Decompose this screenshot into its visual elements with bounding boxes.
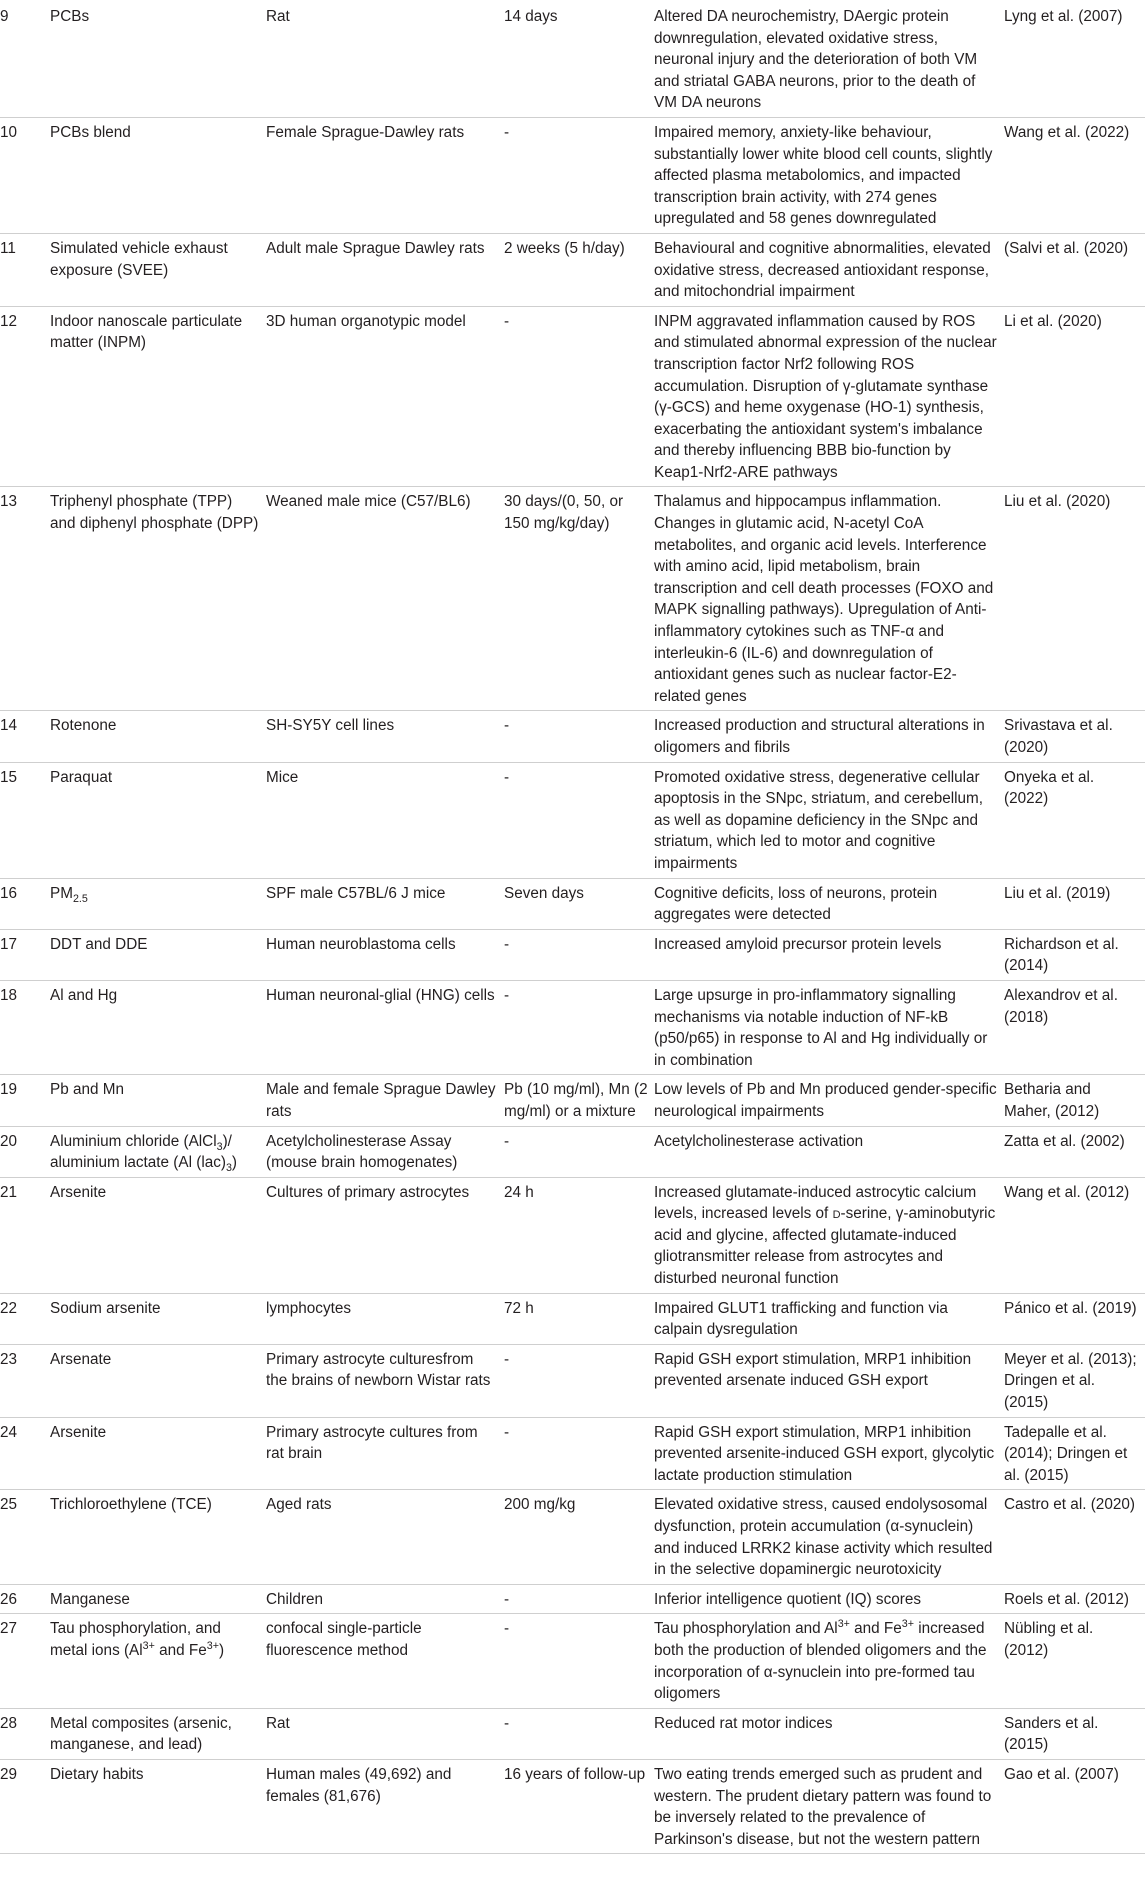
model-cell: SH-SY5Y cell lines xyxy=(266,711,504,762)
reference-cell: Zatta et al. (2002) xyxy=(1004,1126,1145,1177)
effect-cell: Reduced rat motor indices xyxy=(654,1708,1004,1759)
row-number: 23 xyxy=(0,1344,50,1417)
effect-cell: Rapid GSH export stimulation, MRP1 inhibition prevented arsenite-induced GSH export, glycolytic lactate production stimulation xyxy=(654,1417,1004,1490)
model-cell: confocal single-particle fluorescence method xyxy=(266,1614,504,1708)
compound-text: ) xyxy=(218,1641,225,1659)
model-cell: Human neuronal-glial (HNG) cells xyxy=(266,980,504,1074)
model-cell: Mice xyxy=(266,762,504,878)
reference-cell: Sanders et al. (2015) xyxy=(1004,1708,1145,1759)
effect-cell: Acetylcholinesterase activation xyxy=(654,1126,1004,1177)
table-row xyxy=(0,762,1145,878)
model-cell: Rat xyxy=(266,1708,504,1759)
row-number: 14 xyxy=(0,711,50,762)
dose-cell: - xyxy=(504,1584,654,1614)
compound-cell: Arsenite xyxy=(50,1177,266,1293)
effect-cell: Promoted oxidative stress, degenerative cellular apoptosis in the SNpc, striatum, and cerebellum, as well as dopamine deficiency in the SNpc and striatum, which led to motor and cognitive impairments xyxy=(654,762,1004,878)
table-row xyxy=(0,487,1145,711)
reference-cell: Onyeka et al. (2022) xyxy=(1004,762,1145,878)
table-row xyxy=(0,117,1145,233)
compound-text: PM xyxy=(50,884,73,902)
row-number: 26 xyxy=(0,1584,50,1614)
effect-cell: Large upsurge in pro-inflammatory signalling mechanisms via notable induction of NF-kB (p50/p65) in response to Al and Hg individually or in combination xyxy=(654,980,1004,1074)
dose-cell: - xyxy=(504,1126,654,1177)
compound-cell: Simulated vehicle exhaust exposure (SVEE) xyxy=(50,233,266,306)
compound-cell: Al and Hg xyxy=(50,980,266,1074)
effect-cell: Cognitive deficits, loss of neurons, protein aggregates were detected xyxy=(654,878,1004,929)
dose-cell: - xyxy=(504,306,654,487)
effect-cell: Inferior intelligence quotient (IQ) scores xyxy=(654,1584,1004,1614)
effect-cell: Rapid GSH export stimulation, MRP1 inhibition prevented arsenate induced GSH export xyxy=(654,1344,1004,1417)
dose-cell: Seven days xyxy=(504,878,654,929)
table-row xyxy=(0,1344,1145,1417)
compound-text: and Fe xyxy=(154,1641,207,1659)
model-cell: Primary astrocyte cultures from rat brain xyxy=(266,1417,504,1490)
row-number: 24 xyxy=(0,1417,50,1490)
dose-cell: 200 mg/kg xyxy=(504,1490,654,1584)
compound-cell: Arsenate xyxy=(50,1344,266,1417)
compound-text: Tau phosphorylation, and metal ions (Al xyxy=(50,1620,221,1659)
effect-text: increased both the production of blended oligomers and the incorporation of α-synuclein into pre-formed tau oligomers xyxy=(654,1620,987,1703)
row-number: 16 xyxy=(0,878,50,929)
row-number: 25 xyxy=(0,1490,50,1584)
row-number: 20 xyxy=(0,1126,50,1177)
dose-cell: - xyxy=(504,1344,654,1417)
compound-text: ) xyxy=(231,1154,238,1172)
row-number: 18 xyxy=(0,980,50,1074)
dose-cell: - xyxy=(504,762,654,878)
compound-cell: Indoor nanoscale particulate matter (INPM) xyxy=(50,306,266,487)
dose-cell: Pb (10 mg/ml), Mn (2 mg/ml) or a mixture xyxy=(504,1075,654,1126)
reference-cell: Srivastava et al. (2020) xyxy=(1004,711,1145,762)
reference-cell: Liu et al. (2019) xyxy=(1004,878,1145,929)
row-number: 17 xyxy=(0,929,50,980)
reference-cell: Liu et al. (2020) xyxy=(1004,487,1145,711)
row-number: 22 xyxy=(0,1293,50,1344)
dose-cell: 2 weeks (5 h/day) xyxy=(504,233,654,306)
table-row xyxy=(0,1614,1145,1708)
compound-cell: Rotenone xyxy=(50,711,266,762)
reference-cell: Wang et al. (2022) xyxy=(1004,117,1145,233)
model-cell: 3D human organotypic model xyxy=(266,306,504,487)
subscript: 3 xyxy=(216,1140,223,1153)
compound-cell xyxy=(50,1126,266,1177)
model-cell: Human neuroblastoma cells xyxy=(266,929,504,980)
model-cell: Adult male Sprague Dawley rats xyxy=(266,233,504,306)
reference-cell: (Salvi et al. (2020) xyxy=(1004,233,1145,306)
effect-text: Increased glutamate-induced astrocytic calcium levels, increased levels of xyxy=(654,1183,977,1223)
compound-cell: Paraquat xyxy=(50,762,266,878)
table-row xyxy=(0,306,1145,487)
table-row xyxy=(0,1075,1145,1126)
effect-cell: Thalamus and hippocampus inflammation. Changes in glutamic acid, N-acetyl CoA metabolites, and organic acid levels. Interference with amino acid, lipid metabolism, brain transcription and cell death processes (FOXO and MAPK signalling pathways). Upregulation of Anti-inflammatory cytokines such as TNF-α and interleukin-6 (IL-6) and downregulation of antioxidant genes such as nuclear factor-E2-related genes xyxy=(654,487,1004,711)
dose-cell: - xyxy=(504,1614,654,1708)
table-row xyxy=(0,1759,1145,1853)
compound-cell xyxy=(50,1614,266,1708)
dose-cell: 16 years of follow-up xyxy=(504,1759,654,1853)
reference-cell: Alexandrov et al. (2018) xyxy=(1004,980,1145,1074)
table-row xyxy=(0,980,1145,1074)
reference-cell: Meyer et al. (2013); Dringen et al. (2015) xyxy=(1004,1344,1145,1417)
effect-cell: Altered DA neurochemistry, DAergic protein downregulation, elevated oxidative stress, neuronal injury and the deterioration of both VM and striatal GABA neurons, prior to the death of VM DA neurons xyxy=(654,0,1004,117)
row-number: 9 xyxy=(0,0,50,117)
reference-cell: Richardson et al. (2014) xyxy=(1004,929,1145,980)
compound-cell: DDT and DDE xyxy=(50,929,266,980)
compound-cell: Pb and Mn xyxy=(50,1075,266,1126)
small-caps-prefix: d xyxy=(832,1205,841,1223)
reference-cell: Castro et al. (2020) xyxy=(1004,1490,1145,1584)
dose-cell: 14 days xyxy=(504,0,654,117)
compound-cell: Trichloroethylene (TCE) xyxy=(50,1490,266,1584)
row-number: 27 xyxy=(0,1614,50,1708)
reference-cell: Gao et al. (2007) xyxy=(1004,1759,1145,1853)
model-cell: Weaned male mice (C57/BL6) xyxy=(266,487,504,711)
row-number: 21 xyxy=(0,1177,50,1293)
effect-text: -serine, γ-aminobutyric acid and glycine, affected glutamate-induced gliotransmitter release from astrocytes and disturbed neuronal function xyxy=(654,1205,996,1288)
dose-cell: - xyxy=(504,1417,654,1490)
table-row xyxy=(0,878,1145,929)
dose-cell: - xyxy=(504,1708,654,1759)
table-row xyxy=(0,1177,1145,1293)
table-row xyxy=(0,711,1145,762)
reference-cell: Nübling et al. (2012) xyxy=(1004,1614,1145,1708)
dose-cell: - xyxy=(504,980,654,1074)
compound-cell: Triphenyl phosphate (TPP) and diphenyl phosphate (DPP) xyxy=(50,487,266,711)
model-cell: Primary astrocyte culturesfrom the brains of newborn Wistar rats xyxy=(266,1344,504,1417)
effect-cell xyxy=(654,1614,1004,1708)
effect-cell: Elevated oxidative stress, caused endolysosomal dysfunction, protein accumulation (α-synuclein) and induced LRRK2 kinase activity which resulted in the selective dopaminergic neurotoxicity xyxy=(654,1490,1004,1584)
effect-cell: Impaired GLUT1 trafficking and function via calpain dysregulation xyxy=(654,1293,1004,1344)
compound-cell: PCBs xyxy=(50,0,266,117)
reference-cell: Pánico et al. (2019) xyxy=(1004,1293,1145,1344)
superscript: 3+ xyxy=(837,1618,850,1631)
dose-cell: 24 h xyxy=(504,1177,654,1293)
table-row xyxy=(0,1293,1145,1344)
effect-cell: Increased production and structural alterations in oligomers and fibrils xyxy=(654,711,1004,762)
row-number: 15 xyxy=(0,762,50,878)
model-cell: Children xyxy=(266,1584,504,1614)
effect-cell: Increased amyloid precursor protein levels xyxy=(654,929,1004,980)
effect-cell: INPM aggravated inflammation caused by ROS and stimulated abnormal expression of the nuclear transcription factor Nrf2 following ROS accumulation. Disruption of γ-glutamate synthase (γ-GCS) and heme oxygenase (HO-1) synthesis, exacerbating the antioxidant system's imbalance and thereby influencing BBB bio-function by Keap1-Nrf2-ARE pathways xyxy=(654,306,1004,487)
dose-cell: - xyxy=(504,711,654,762)
reference-cell: Tadepalle et al. (2014); Dringen et al. (2015) xyxy=(1004,1417,1145,1490)
row-number: 19 xyxy=(0,1075,50,1126)
compound-cell: PCBs blend xyxy=(50,117,266,233)
effect-text: and Fe xyxy=(849,1620,902,1638)
row-number: 28 xyxy=(0,1708,50,1759)
table-row xyxy=(0,0,1145,117)
compound-text: Aluminium chloride (AlCl xyxy=(50,1132,217,1150)
table-row xyxy=(0,1126,1145,1177)
effect-cell: Impaired memory, anxiety-like behaviour, substantially lower white blood cell counts, slightly affected plasma metabolomics, and impacted transcription brain activity, with 274 genes upregulated and 58 genes downregulated xyxy=(654,117,1004,233)
compound-cell: Arsenite xyxy=(50,1417,266,1490)
table-row xyxy=(0,1708,1145,1759)
model-cell: Cultures of primary astrocytes xyxy=(266,1177,504,1293)
effect-cell xyxy=(654,1177,1004,1293)
table-row xyxy=(0,929,1145,980)
effect-cell: Behavioural and cognitive abnormalities, elevated oxidative stress, decreased antioxidant response, and mitochondrial impairment xyxy=(654,233,1004,306)
compound-cell xyxy=(50,878,266,929)
subscript: 3 xyxy=(225,1162,232,1175)
compound-cell: Sodium arsenite xyxy=(50,1293,266,1344)
dose-cell: 30 days/(0, 50, or 150 mg/kg/day) xyxy=(504,487,654,711)
superscript: 3+ xyxy=(206,1639,219,1652)
model-cell: Female Sprague-Dawley rats xyxy=(266,117,504,233)
compound-text: )/ aluminium lactate (Al (lac) xyxy=(50,1132,232,1172)
superscript: 3+ xyxy=(142,1639,155,1652)
row-number: 10 xyxy=(0,117,50,233)
reference-cell: Li et al. (2020) xyxy=(1004,306,1145,487)
reference-cell: Betharia and Maher, (2012) xyxy=(1004,1075,1145,1126)
model-cell: Acetylcholinesterase Assay (mouse brain homogenates) xyxy=(266,1126,504,1177)
row-number: 13 xyxy=(0,487,50,711)
reference-cell: Roels et al. (2012) xyxy=(1004,1584,1145,1614)
dose-cell: - xyxy=(504,117,654,233)
subscript: 2.5 xyxy=(72,892,88,905)
model-cell: Male and female Sprague Dawley rats xyxy=(266,1075,504,1126)
table-row xyxy=(0,1490,1145,1584)
dose-cell: - xyxy=(504,929,654,980)
effect-cell: Two eating trends emerged such as prudent and western. The prudent dietary pattern was found to be inversely related to the prevalence of Parkinson's disease, but not the western pattern xyxy=(654,1759,1004,1853)
row-number: 11 xyxy=(0,233,50,306)
effect-text: Tau phosphorylation and Al xyxy=(654,1620,838,1638)
compound-cell: Metal composites (arsenic, manganese, and lead) xyxy=(50,1708,266,1759)
reference-cell: Wang et al. (2012) xyxy=(1004,1177,1145,1293)
row-number: 12 xyxy=(0,306,50,487)
model-cell: Aged rats xyxy=(266,1490,504,1584)
table-row xyxy=(0,233,1145,306)
reference-cell: Lyng et al. (2007) xyxy=(1004,0,1145,117)
model-cell: Human males (49,692) and females (81,676) xyxy=(266,1759,504,1853)
model-cell: SPF male C57BL/6 J mice xyxy=(266,878,504,929)
compound-cell: Manganese xyxy=(50,1584,266,1614)
model-cell: lymphocytes xyxy=(266,1293,504,1344)
table-row xyxy=(0,1417,1145,1490)
superscript: 3+ xyxy=(901,1618,914,1631)
effect-cell: Low levels of Pb and Mn produced gender-specific neurological impairments xyxy=(654,1075,1004,1126)
model-cell: Rat xyxy=(266,0,504,117)
row-number: 29 xyxy=(0,1759,50,1853)
table-row xyxy=(0,1584,1145,1614)
dose-cell: 72 h xyxy=(504,1293,654,1344)
compound-cell: Dietary habits xyxy=(50,1759,266,1853)
